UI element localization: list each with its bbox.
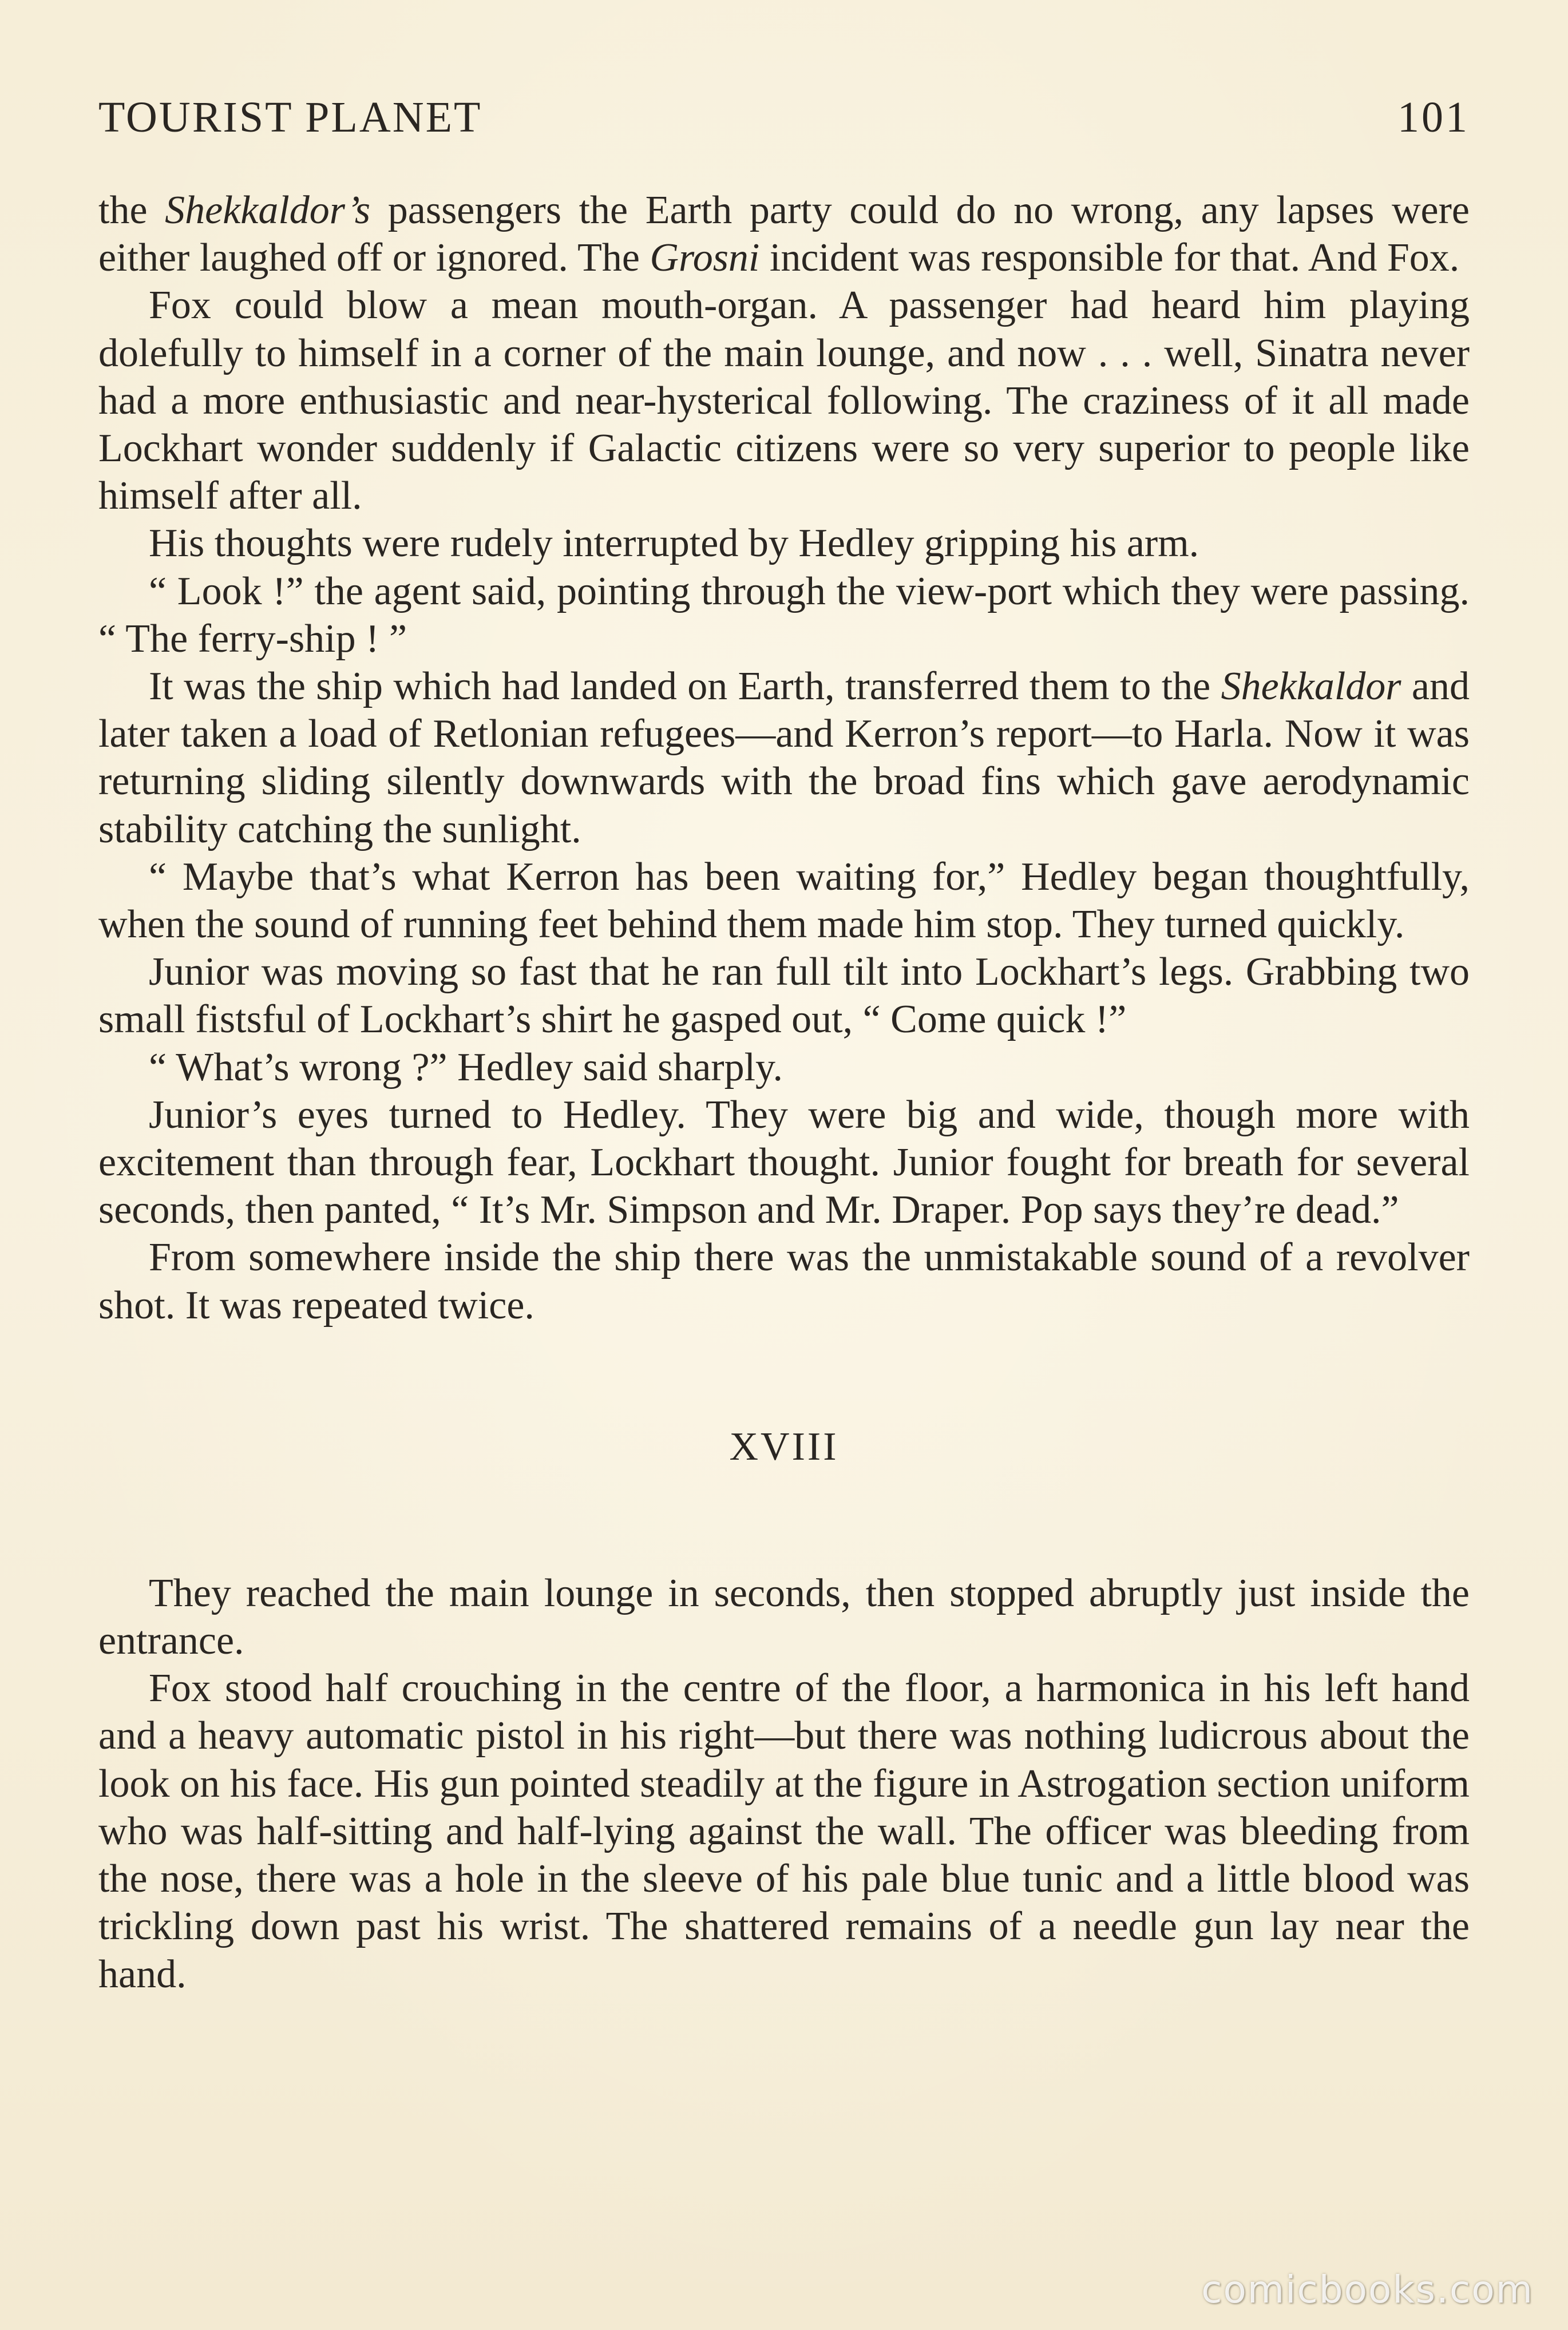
text-before-chapter	[98, 187, 1470, 1329]
paragraph-text: “ Maybe that’s what Kerron has been waiting for,” Hedley began thoughtfully, when the sound of running feet behind them made him stop. They turned quickly.	[98, 854, 1470, 947]
paragraph-text: It was the ship which had landed on Earth, transferred them to the	[149, 664, 1221, 709]
paragraph	[98, 282, 1470, 520]
chapter-number: XVIII	[729, 1425, 839, 1469]
paragraph-text: Junior was moving so fast that he ran full tilt into Lockhart’s legs. Grabbing two small fistsful of Lockhart’s shirt he gasped out, “ Come quick !”	[98, 950, 1470, 1042]
paragraph	[98, 1044, 1470, 1091]
paragraph-text: Fox stood half crouching in the centre of the floor, a harmonica in his left hand and a heavy automatic pistol in his right—but there was nothing ludicrous about the look on his face. His gun pointed steadily at the figure in Astrogation section uniform who was half-sitting and half-lying against the wall. The officer was bleeding from the nose, there was a hole in the sleeve of his pale blue tunic and a little blood was trickling down past his wrist. The shattered remains of a needle gun lay near the hand.	[98, 1666, 1470, 1996]
paragraph-text: “ Look !” the agent said, pointing through the view-port which they were passing. “ The ferry-ship ! ”	[98, 569, 1470, 661]
italic-text: Shekkaldor	[1221, 664, 1401, 709]
paragraph	[98, 1091, 1470, 1234]
paragraph-text: From somewhere inside the ship there was the unmistakable sound of a revolver shot. It was repeated twice.	[98, 1235, 1470, 1328]
paragraph	[98, 1570, 1470, 1665]
paragraph	[98, 948, 1470, 1043]
paragraph-text: passengers the Earth party could do no wrong, any lapses were either laughed off or ignored. The	[98, 188, 1470, 280]
watermark-logo: comicbooks.com	[1201, 2268, 1534, 2312]
paragraph	[98, 520, 1470, 567]
page-number: 101	[1397, 93, 1470, 141]
paragraph	[98, 663, 1470, 853]
paragraph-text: His thoughts were rudely interrupted by Hedley gripping his arm.	[149, 521, 1199, 566]
paragraph	[98, 1665, 1470, 1998]
page-header	[98, 86, 1470, 149]
text-after-chapter	[98, 1570, 1470, 1998]
paragraph-text: Fox could blow a mean mouth-organ. A passenger had heard him playing dolefully to himself in a corner of the main lounge, and now . . . well, Sinatra never had a more enthusiastic and near-hysterical following. The craziness of it all made Lockhart wonder suddenly if Galactic citizens were so very superior to people like himself after all.	[98, 283, 1470, 518]
paragraph-text: the	[98, 188, 165, 232]
paragraph-text: “ What’s wrong ?” Hedley said sharply.	[149, 1045, 783, 1089]
body-text	[98, 187, 1470, 1998]
paragraph	[98, 568, 1470, 663]
paragraph	[98, 853, 1470, 948]
paragraph	[98, 187, 1470, 282]
italic-text: Shekkaldor’s	[165, 188, 371, 232]
paragraph	[98, 1234, 1470, 1329]
italic-text: Grosni	[650, 236, 760, 280]
paragraph-text: They reached the main lounge in seconds, then stopped abruptly just inside the entrance.	[98, 1571, 1470, 1663]
paragraph-text: Junior’s eyes turned to Hedley. They were big and wide, though more with excitement than through fear, Lockhart thought. Junior fought for breath for several seconds, then panted, “ It’s Mr. Simpson and Mr. Draper. Pop says they’re dead.”	[98, 1092, 1470, 1233]
chapter-heading	[98, 1329, 1470, 1570]
running-title: TOURIST PLANET	[98, 93, 482, 141]
paragraph-text: and later taken a load of Retlonian refugees—and Kerron’s report—to Harla. Now it was returning sliding silently downwards with the broad fins which gave aerodynamic stability catching the sunlight.	[98, 664, 1470, 851]
paragraph-text: incident was responsible for that. And Fox.	[759, 236, 1460, 280]
